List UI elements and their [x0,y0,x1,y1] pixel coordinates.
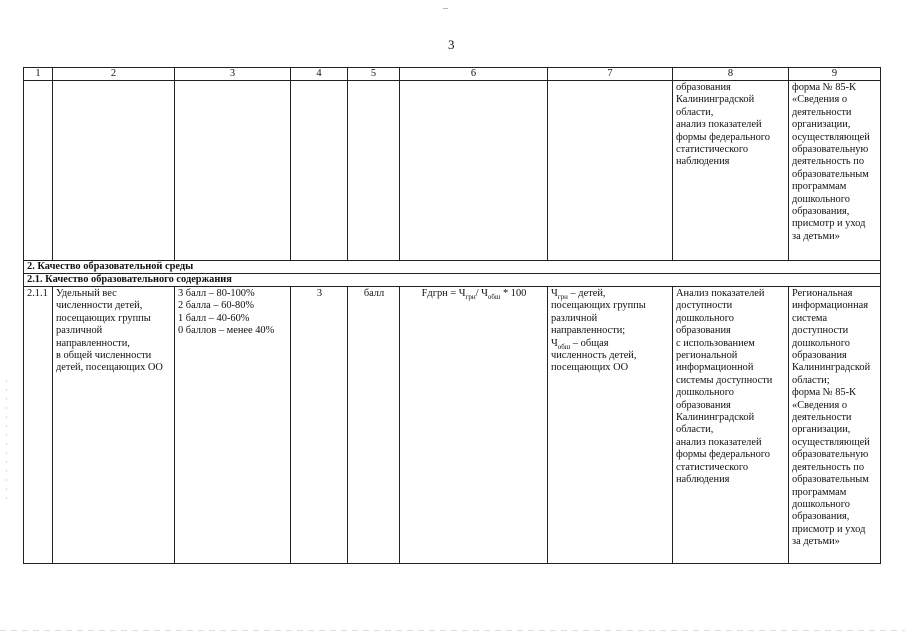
continued-method-cell: образования Калининградской области, анализ показателей формы федерального статистического наблюдения [673,81,789,261]
col-number-7: 7 [548,68,673,81]
continued-source-cell: форма № 85-К «Сведения о деятельности организации, осуществляющей образовательную деятельность по образовательным программам дошкольного образования, присмотр и уход за детьми» [789,81,881,261]
col-number-2: 2 [53,68,175,81]
formula: Fдгрн = $Ч_{грн}/$ $Ч_{обш} * 100$ [421,288,527,302]
col-number-6: 6 [400,68,548,81]
indicator-row [24,287,881,564]
source-cell: Региональная информационная система доступности дошкольного образования Калининградской области; форма № 85-К «Сведения о деятельности организации, осуществляющей образовательную деятельность по образовательным программам дошкольного образования, присмотр и уход за детьми» [789,287,881,564]
section-row [24,261,881,274]
scan-bottom-noise [0,630,905,631]
section-heading: 2. Качество образовательной среды [24,261,881,274]
col-number-4: 4 [291,68,348,81]
col-number-9: 9 [789,68,881,81]
max-score-cell: 3 [291,287,348,564]
unit-cell: балл [348,287,400,564]
col-number-8: 8 [673,68,789,81]
formula-cell [400,287,548,564]
col-number-5: 5 [348,68,400,81]
scoring-scale-cell: 3 балл – 80-100% 2 балла – 60-80% 1 балл – 40-60% 0 баллов – менее 40% [175,287,291,564]
variables-cell: $Ч_{грн}$ – детей, посещающих группы различной направленности; $Ч_{обш}$ – общая численность детей, посещающих ОО [548,287,673,564]
column-number-row [24,68,881,81]
col-number-1: 1 [24,68,53,81]
page-number: 3 [448,37,455,52]
col-number-3: 3 [175,68,291,81]
continued-row [24,81,881,261]
method-cell: Анализ показателей доступности дошкольного образования с использованием региональной информационной системы доступности дошкольного образования Калининградской области, анализ показателей формы федерального статистического наблюдения [673,287,789,564]
indicator-number: 2.1.1 [24,287,53,564]
subsection-row [24,274,881,287]
subsection-heading: 2.1. Качество образовательного содержания [24,274,881,287]
scan-edge-marks [6,380,7,500]
top-dash-mark: – [443,3,448,14]
indicator-name-cell: Удельный вес численности детей, посещающих группы различной направленности, в общей численности детей, посещающих ОО [53,287,175,564]
indicators-table [23,67,881,564]
